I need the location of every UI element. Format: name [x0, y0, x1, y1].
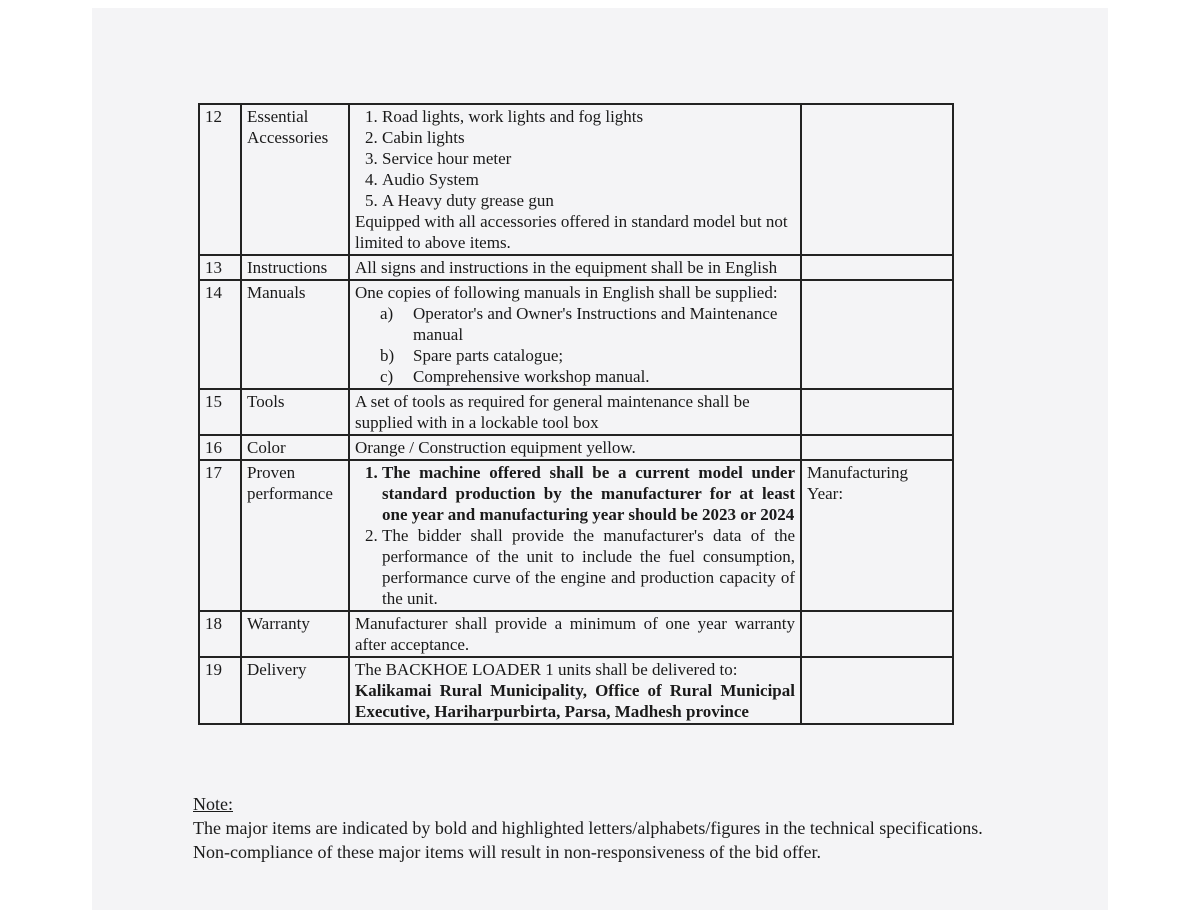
item-text: Operator's and Owner's Instructions and Maintenance manual: [413, 304, 778, 344]
delivery-address: Kalikamai Rural Municipality, Office of Rural Municipal Executive, Hariharpurbirta, Parsa, Madhesh province: [355, 681, 795, 721]
row-parameter: Tools: [241, 389, 349, 435]
row-number: 19: [199, 657, 241, 724]
item-text: Comprehensive workshop manual.: [413, 367, 650, 386]
list-item: 3. Service hour meter: [382, 148, 795, 169]
row-parameter: Color: [241, 435, 349, 460]
bidder-response: [801, 389, 953, 435]
item-label: a): [380, 304, 394, 323]
row-number: 17: [199, 460, 241, 611]
note-body: The major items are indicated by bold and highlighted letters/alphabets/figures in the technical specifications. Non-compliance of these major items will result in non-responsiveness of the bid offer.: [193, 818, 983, 862]
row-specification: [349, 280, 801, 389]
row-parameter: Essential Accessories: [241, 104, 349, 255]
specification-table: [198, 103, 954, 725]
bidder-response: [801, 255, 953, 280]
row-specification: [349, 460, 801, 611]
bidder-response: [801, 435, 953, 460]
item-label: b): [380, 346, 395, 365]
row-parameter: Warranty: [241, 611, 349, 657]
spec-text: Equipped with all accessories offered in standard model but not limited to above items.: [355, 212, 788, 252]
row-parameter: Proven performance: [241, 460, 349, 611]
row-number: 16: [199, 435, 241, 460]
table-row: [199, 460, 953, 611]
list-item: [380, 366, 795, 387]
row-number: 12: [199, 104, 241, 255]
row-specification: [349, 657, 801, 724]
row-number: 15: [199, 389, 241, 435]
list-item: 5. A Heavy duty grease gun: [382, 190, 795, 211]
table-row: [199, 389, 953, 435]
list-item: [380, 345, 795, 366]
item-label: c): [380, 367, 394, 386]
bidder-response: [801, 611, 953, 657]
table-row: [199, 657, 953, 724]
row-number: 18: [199, 611, 241, 657]
list-item: 2. Cabin lights: [382, 127, 795, 148]
list-item: [380, 303, 795, 345]
bidder-response: [801, 104, 953, 255]
row-specification: Manufacturer shall provide a minimum of one year warranty after acceptance.: [349, 611, 801, 657]
note-section: [193, 792, 1003, 864]
row-number: 14: [199, 280, 241, 389]
bidder-response: Manufacturing Year:: [801, 460, 953, 611]
row-specification: All signs and instructions in the equipment shall be in English: [349, 255, 801, 280]
list-item: 1. Road lights, work lights and fog lights: [382, 106, 795, 127]
list-item: 1. The machine offered shall be a current model under standard production by the manufacturer for at least one year and manufacturing year should be 2023 or 2024: [382, 462, 795, 525]
row-specification: Orange / Construction equipment yellow.: [349, 435, 801, 460]
row-number: 13: [199, 255, 241, 280]
bidder-response: [801, 280, 953, 389]
list-item: 2. The bidder shall provide the manufacturer's data of the performance of the unit to include the fuel consumption, performance curve of the engine and production capacity of the unit.: [382, 525, 795, 609]
table-row: [199, 611, 953, 657]
item-text: Spare parts catalogue;: [413, 346, 564, 365]
row-parameter: Instructions: [241, 255, 349, 280]
list-item: 4. Audio System: [382, 169, 795, 190]
row-specification: [349, 104, 801, 255]
table-row: [199, 104, 953, 255]
spec-text: The BACKHOE LOADER 1 units shall be delivered to:: [355, 660, 738, 679]
table-row: [199, 280, 953, 389]
note-title: Note:: [193, 794, 233, 814]
row-parameter: Manuals: [241, 280, 349, 389]
row-specification: A set of tools as required for general maintenance shall be supplied with in a lockable tool box: [349, 389, 801, 435]
row-parameter: Delivery: [241, 657, 349, 724]
bidder-response: [801, 657, 953, 724]
spec-text: One copies of following manuals in English shall be supplied:: [355, 283, 778, 302]
table-row: [199, 435, 953, 460]
table-row: [199, 255, 953, 280]
